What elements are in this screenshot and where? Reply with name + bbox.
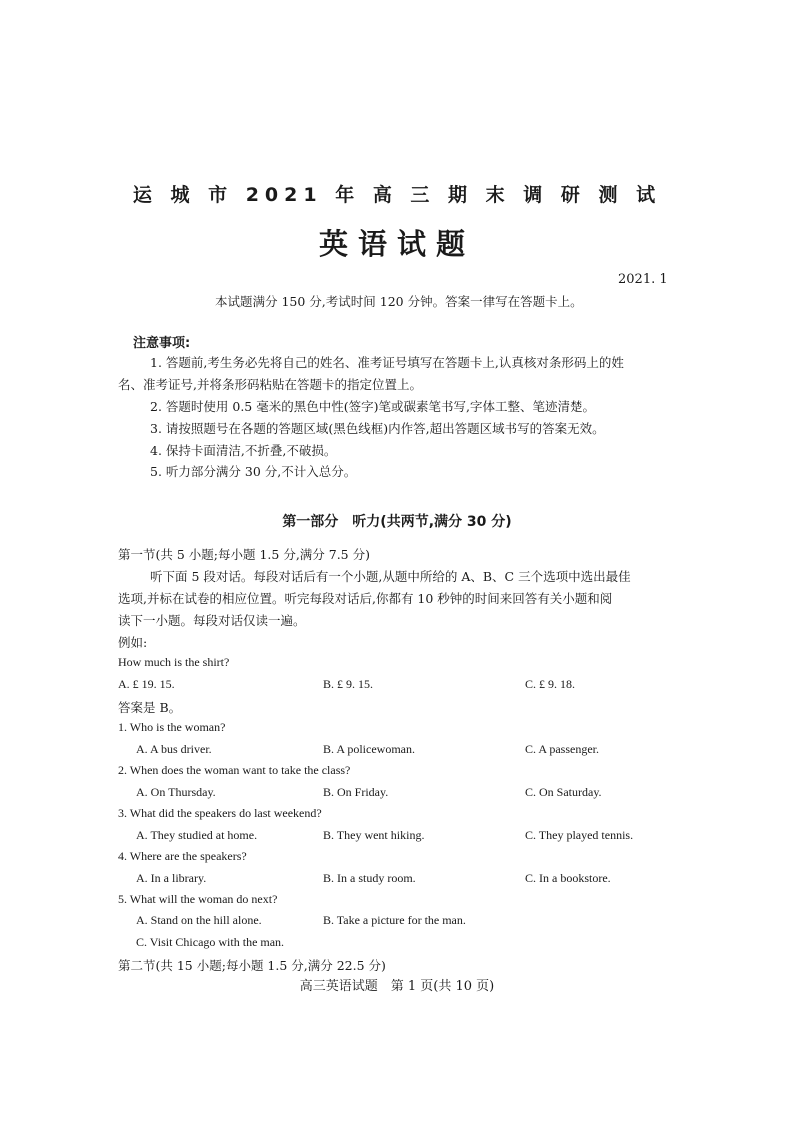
notice-item: 5. 听力部分满分 30 分,不计入总分。 — [150, 464, 357, 479]
option-a: A. In a library. — [136, 871, 207, 885]
option-b: B. They went hiking. — [323, 828, 425, 842]
option-a: A. Stand on the hill alone. — [136, 913, 262, 927]
question-text: 3. What did the speakers do last weekend? — [118, 806, 322, 820]
example-question: How much is the shirt? — [118, 655, 230, 669]
exam-title: 运 城 市 2021 年 高 三 期 末 调 研 测 试 — [132, 184, 662, 206]
notice-item: 1. 答题前,考生务必先将自己的姓名、准考证号填写在答题卡上,认真核对条形码上的姓 — [150, 355, 624, 370]
example-label: 例如: — [118, 635, 148, 650]
option-c: C. A passenger. — [525, 742, 599, 756]
instruction-line: 读下一小题。每段对话仅读一遍。 — [118, 613, 306, 628]
notice-item: 名、准考证号,并将条形码粘贴在答题卡的指定位置上。 — [118, 377, 422, 392]
question-text: 2. When does the woman want to take the class? — [118, 763, 351, 777]
notice-item: 2. 答题时使用 0.5 毫米的黑色中性(签字)笔或碳素笔书写,字体工整、笔迹清楚。 — [150, 399, 595, 414]
option-a: A. A bus driver. — [136, 742, 212, 756]
question-text: 5. What will the woman do next? — [118, 892, 278, 906]
example-answer: 答案是 B。 — [118, 700, 182, 715]
option-c: C. Visit Chicago with the man. — [136, 935, 285, 949]
exam-intro: 本试题满分 150 分,考试时间 120 分钟。答案一律写在答题卡上。 — [215, 294, 583, 309]
option-a: A. On Thursday. — [136, 785, 216, 799]
example-option-b: B. £ 9. 15. — [323, 677, 374, 691]
notice-item: 3. 请按照题号在各题的答题区域(黑色线框)内作答,超出答题区域书写的答案无效。 — [150, 421, 605, 436]
exam-date: 2021. 1 — [618, 272, 668, 287]
option-c: C. In a bookstore. — [525, 871, 611, 885]
instruction-line: 听下面 5 段对话。每段对话后有一个小题,从题中所给的 A、B、C 三个选项中选出最佳 — [150, 569, 631, 584]
option-b: B. A policewoman. — [323, 742, 415, 756]
example-option-c: C. £ 9. 18. — [525, 677, 576, 691]
option-b: B. On Friday. — [323, 785, 389, 799]
option-a: A. They studied at home. — [136, 828, 258, 842]
option-c: C. On Saturday. — [525, 785, 602, 799]
notice-item: 4. 保持卡面清洁,不折叠,不破损。 — [150, 443, 337, 458]
section1-heading: 第一节(共 5 小题;每小题 1.5 分,满分 7.5 分) — [118, 547, 370, 562]
example-option-a: A. £ 19. 15. — [118, 677, 175, 691]
option-c: C. They played tennis. — [525, 828, 634, 842]
part1-heading: 第一部分 听力(共两节,满分 30 分) — [282, 514, 512, 530]
subject-title: 英语试题 — [318, 227, 475, 261]
question-text: 4. Where are the speakers? — [118, 849, 247, 863]
option-b: B. Take a picture for the man. — [323, 913, 466, 927]
page-footer: 高三英语试题 第 1 页(共 10 页) — [299, 979, 495, 994]
notice-heading: 注意事项: — [133, 336, 191, 351]
section2-heading: 第二节(共 15 小题;每小题 1.5 分,满分 22.5 分) — [118, 958, 386, 973]
instruction-line: 选项,并标在试卷的相应位置。听完每段对话后,你都有 10 秒钟的时间来回答有关小题和阅 — [118, 591, 613, 606]
question-text: 1. Who is the woman? — [118, 720, 226, 734]
option-b: B. In a study room. — [323, 871, 416, 885]
